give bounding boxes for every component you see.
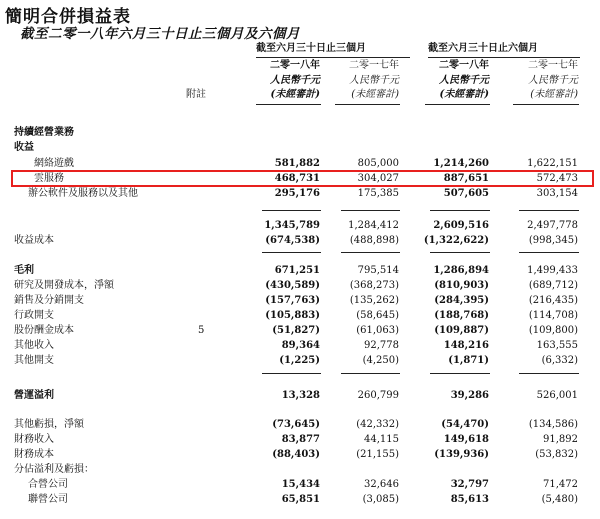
statement-title: 簡明合併損益表: [5, 7, 131, 27]
row-label: 銷售及分銷開支: [14, 295, 84, 306]
table-row: [0, 478, 600, 492]
value-6m-2018: 32,797: [450, 479, 489, 490]
value-3m-2018: (73,645): [272, 419, 320, 430]
gross-rule-c1: [262, 252, 321, 253]
value-6m-2018: (1,871): [448, 355, 489, 366]
value-6m-2017: (109,800): [528, 325, 578, 336]
row-label: 財務收入: [14, 434, 54, 445]
subtotal-rule-c3: [430, 210, 490, 211]
value-3m-2018: 295,176: [274, 188, 320, 199]
value-6m-2017: (6,332): [541, 355, 578, 366]
value-3m-2017: 304,027: [357, 173, 399, 184]
header-six-months: 截至六月三十日止六個月: [428, 43, 538, 54]
value-3m-2017: 44,115: [364, 434, 399, 445]
value-3m-2017: (3,085): [362, 494, 399, 505]
value-6m-2017: 2,497,778: [527, 220, 578, 231]
value-3m-2018: 468,731: [274, 173, 320, 184]
value-6m-2018: 149,618: [443, 434, 489, 445]
value-3m-2017: (135,262): [349, 295, 399, 306]
value-3m-2018: (430,589): [265, 280, 320, 291]
op-rule-c3: [430, 373, 490, 374]
op-rule-c1: [262, 373, 321, 374]
row-label: 其他收入: [14, 340, 54, 351]
row-label: 聯營公司: [28, 494, 68, 505]
row-label: 研究及開發成本，淨額: [14, 280, 114, 291]
table-row: [0, 339, 600, 353]
value-6m-2017: (998,345): [528, 235, 578, 246]
table-row: [0, 279, 600, 293]
header-col4-unaudited: (未經審計): [530, 89, 578, 100]
value-6m-2017: (114,708): [528, 310, 578, 321]
value-3m-2018: (674,538): [265, 235, 320, 246]
value-3m-2017: 260,799: [357, 390, 399, 401]
value-6m-2018: 1,214,260: [433, 158, 489, 169]
table-row: [0, 187, 600, 201]
subtotal-rule-c4: [519, 210, 579, 211]
header-note: 附註: [186, 89, 206, 100]
value-3m-2017: 175,385: [357, 188, 399, 199]
subtotal-rule-c1: [262, 210, 321, 211]
row-label: 辦公軟件及服務以及其他: [28, 188, 138, 199]
table-row: [0, 294, 600, 308]
header-col3-year: 二零一八年: [439, 60, 489, 71]
value-6m-2018: (284,395): [434, 295, 489, 306]
table-row: [0, 448, 600, 462]
value-3m-2018: 65,851: [281, 494, 320, 505]
value-6m-2017: (53,832): [535, 449, 578, 460]
value-6m-2018: 85,613: [450, 494, 489, 505]
value-3m-2017: 32,646: [364, 479, 399, 490]
value-6m-2018: (188,768): [434, 310, 489, 321]
header-six-months-underline: [428, 57, 580, 58]
value-3m-2017: (488,898): [349, 235, 399, 246]
value-3m-2018: 13,328: [281, 390, 320, 401]
gross-rule-c3: [430, 252, 490, 253]
row-label: 收益成本: [14, 235, 54, 246]
table-row: [0, 172, 600, 186]
value-3m-2018: (1,225): [279, 355, 320, 366]
row-label: 雲服務: [34, 173, 64, 184]
value-6m-2018: 1,286,894: [433, 265, 489, 276]
value-3m-2017: (58,645): [356, 310, 399, 321]
header-col1-unit: 人民幣千元: [270, 75, 320, 86]
value-3m-2017: (21,155): [356, 449, 399, 460]
value-6m-2017: 91,892: [543, 434, 578, 445]
value-3m-2017: (368,273): [349, 280, 399, 291]
row-label: 股份酬金成本: [14, 325, 74, 336]
row-note: 5: [198, 325, 205, 336]
row-label: 合營公司: [28, 479, 68, 490]
header-three-months-underline: [256, 57, 410, 58]
table-row: [0, 234, 600, 248]
header-three-months: 截至六月三十日止三個月: [256, 43, 366, 54]
header-col2-rule: [335, 104, 400, 105]
section-continuing: 持續經營業務: [14, 127, 74, 138]
value-3m-2018: 1,345,789: [264, 220, 320, 231]
statement-subtitle: 截至二零一八年六月三十日止三個月及六個月: [20, 26, 300, 42]
value-3m-2018: 15,434: [281, 479, 320, 490]
gross-rule-c2: [341, 252, 400, 253]
value-3m-2018: 89,364: [281, 340, 320, 351]
value-6m-2018: (139,936): [434, 449, 489, 460]
value-3m-2018: 83,877: [281, 434, 320, 445]
section-revenue: 收益: [14, 142, 34, 153]
row-label: 營運溢利: [14, 390, 54, 401]
value-3m-2017: 1,284,412: [348, 220, 399, 231]
value-3m-2018: (105,883): [265, 310, 320, 321]
value-6m-2017: 526,001: [536, 390, 578, 401]
header-col3-rule: [425, 104, 490, 105]
table-row: [0, 418, 600, 432]
header-col1-rule: [256, 104, 321, 105]
value-3m-2018: (51,827): [272, 325, 320, 336]
header-col4-unit: 人民幣千元: [528, 75, 578, 86]
row-label: 財務成本: [14, 449, 54, 460]
table-row: [0, 493, 600, 507]
value-6m-2017: 572,473: [536, 173, 578, 184]
value-3m-2017: 92,778: [364, 340, 399, 351]
header-col1-unaudited: (未經審計): [270, 89, 320, 100]
table-row: [0, 389, 600, 403]
op-rule-c4: [519, 373, 579, 374]
header-col3-unit: 人民幣千元: [439, 75, 489, 86]
table-row: [0, 463, 600, 477]
table-row: [0, 264, 600, 278]
value-3m-2017: (4,250): [362, 355, 399, 366]
header-col2-unaudited: (未經審計): [351, 89, 399, 100]
header-col4-year: 二零一七年: [528, 60, 578, 71]
value-3m-2018: (88,403): [272, 449, 320, 460]
row-label: 其他開支: [14, 355, 54, 366]
value-3m-2017: 805,000: [357, 158, 399, 169]
value-6m-2018: 148,216: [443, 340, 489, 351]
value-6m-2017: (134,586): [528, 419, 578, 430]
value-3m-2017: 795,514: [357, 265, 399, 276]
header-col1-year: 二零一八年: [270, 60, 320, 71]
value-6m-2017: 163,555: [536, 340, 578, 351]
table-row: [0, 324, 600, 338]
value-6m-2017: (689,712): [528, 280, 578, 291]
value-3m-2017: (42,332): [356, 419, 399, 430]
op-rule-c2: [341, 373, 400, 374]
value-6m-2017: 303,154: [536, 188, 578, 199]
value-6m-2018: 507,605: [443, 188, 489, 199]
value-6m-2017: 1,622,151: [527, 158, 578, 169]
row-label: 其他虧損，淨額: [14, 419, 84, 430]
table-row: [0, 433, 600, 447]
value-6m-2018: (54,470): [441, 419, 489, 430]
value-6m-2018: (810,903): [434, 280, 489, 291]
row-label: 網絡遊戲: [34, 158, 74, 169]
table-row: [0, 309, 600, 323]
gross-rule-c4: [519, 252, 579, 253]
value-6m-2017: 1,499,433: [527, 265, 578, 276]
table-row: [0, 157, 600, 171]
value-3m-2017: (61,063): [356, 325, 399, 336]
row-label: 行政開支: [14, 310, 54, 321]
value-6m-2018: 2,609,516: [433, 220, 489, 231]
value-3m-2018: (157,763): [265, 295, 320, 306]
value-3m-2018: 581,882: [274, 158, 320, 169]
header-col2-year: 二零一七年: [349, 60, 399, 71]
value-6m-2017: 71,472: [543, 479, 578, 490]
row-label: 分佔溢利及虧損：: [14, 464, 94, 475]
header-col3-unaudited: (未經審計): [439, 89, 489, 100]
table-row: [0, 354, 600, 368]
subtotal-rule-c2: [341, 210, 400, 211]
value-6m-2017: (5,480): [541, 494, 578, 505]
value-3m-2018: 671,251: [274, 265, 320, 276]
value-6m-2018: 39,286: [450, 390, 489, 401]
value-6m-2018: (109,887): [434, 325, 489, 336]
value-6m-2018: (1,322,622): [423, 235, 489, 246]
header-col2-unit: 人民幣千元: [349, 75, 399, 86]
header-col4-rule: [513, 104, 579, 105]
value-6m-2018: 887,651: [443, 173, 489, 184]
row-label: 毛利: [14, 265, 34, 276]
table-row: [0, 219, 600, 233]
value-6m-2017: (216,435): [528, 295, 578, 306]
